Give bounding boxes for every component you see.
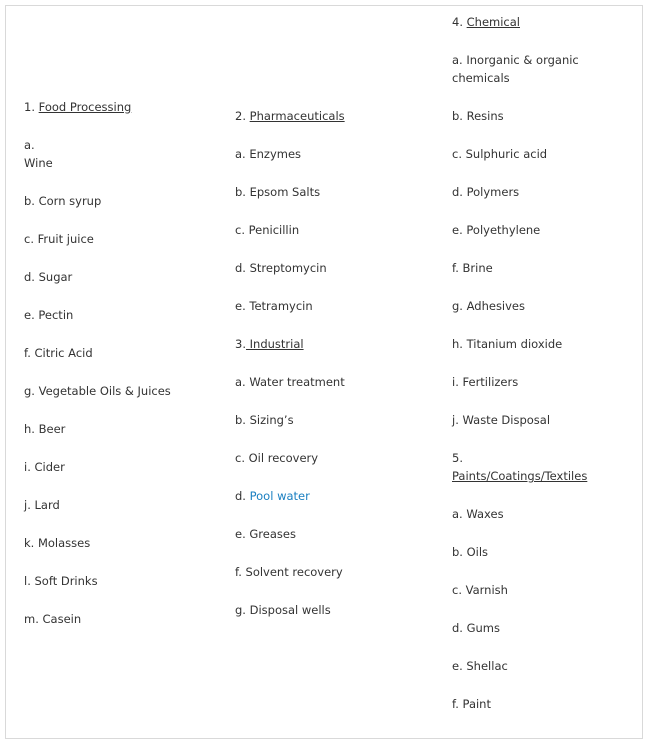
chemical-link[interactable]: Chemical <box>466 15 520 29</box>
list-item: d. Sugar <box>24 270 73 284</box>
list-item: b. Resins <box>452 109 504 123</box>
list-item: g. Disposal wells <box>235 603 331 617</box>
list-item: c. Varnish <box>452 583 508 597</box>
paints-heading <box>452 449 627 485</box>
list-item: b. Epsom Salts <box>235 185 321 199</box>
list-item: l. Soft Drinks <box>24 574 98 588</box>
list-item: a. Inorganic & organic chemicals <box>452 53 579 85</box>
food-processing-heading <box>24 98 224 116</box>
list-item: b. Oils <box>452 545 489 559</box>
list-item: a. Waxes <box>452 507 504 521</box>
list-item: k. Molasses <box>24 536 91 550</box>
list-item: g. Vegetable Oils & Juices <box>24 384 171 398</box>
list-item: d. Streptomycin <box>235 261 327 275</box>
industrial-heading <box>235 335 435 353</box>
list-item: d. Gums <box>452 621 501 635</box>
list-item: c. Sulphuric acid <box>452 147 548 161</box>
section-number: 1. <box>24 100 35 114</box>
list-item: f. Citric Acid <box>24 346 93 360</box>
paints-coatings-textiles-link[interactable]: Paints/Coatings/Textiles <box>452 469 588 483</box>
list-item: h. Beer <box>24 422 66 436</box>
list-item: i. Cider <box>24 460 65 474</box>
section-number: 5. <box>452 451 463 465</box>
list-item: h. Titanium dioxide <box>452 337 563 351</box>
industrial-link[interactable]: Industrial <box>245 337 304 351</box>
list-item: a. Enzymes <box>235 147 302 161</box>
pharmaceuticals-link[interactable]: Pharmaceuticals <box>249 109 345 123</box>
list-item: b. Sizing’s <box>235 413 294 427</box>
list-item: e. Polyethylene <box>452 223 541 237</box>
list-item: j. Lard <box>24 498 60 512</box>
list-item: m. Casein <box>24 612 82 626</box>
list-item: i. Fertilizers <box>452 375 519 389</box>
list-item: f. Paint <box>452 697 491 711</box>
list-item <box>235 487 435 505</box>
list-item: j. Waste Disposal <box>452 413 551 427</box>
list-item: c. Penicillin <box>235 223 300 237</box>
list-item: d. Polymers <box>452 185 520 199</box>
list-item: e. Pectin <box>24 308 74 322</box>
list-item: f. Brine <box>452 261 493 275</box>
chemical-heading <box>452 13 627 31</box>
section-number: 2. <box>235 109 246 123</box>
food-processing-link[interactable]: Food Processing <box>38 100 132 114</box>
list-item: a. Water treatment <box>235 375 345 389</box>
list-item: c. Oil recovery <box>235 451 319 465</box>
list-item: e. Tetramycin <box>235 299 313 313</box>
pool-water-link[interactable]: Pool water <box>249 489 310 503</box>
list-item-prefix: d. <box>235 489 250 503</box>
list-item: e. Shellac <box>452 659 508 673</box>
list-item: a. <box>24 138 35 152</box>
list-item: b. Corn syrup <box>24 194 102 208</box>
section-number: 3. <box>235 337 246 351</box>
list-item: c. Fruit juice <box>24 232 94 246</box>
list-item: f. Solvent recovery <box>235 565 343 579</box>
section-number: 4. <box>452 15 463 29</box>
list-item: g. Adhesives <box>452 299 525 313</box>
list-item: Wine <box>24 156 53 170</box>
list-item: e. Greases <box>235 527 296 541</box>
pharmaceuticals-heading <box>235 107 435 125</box>
